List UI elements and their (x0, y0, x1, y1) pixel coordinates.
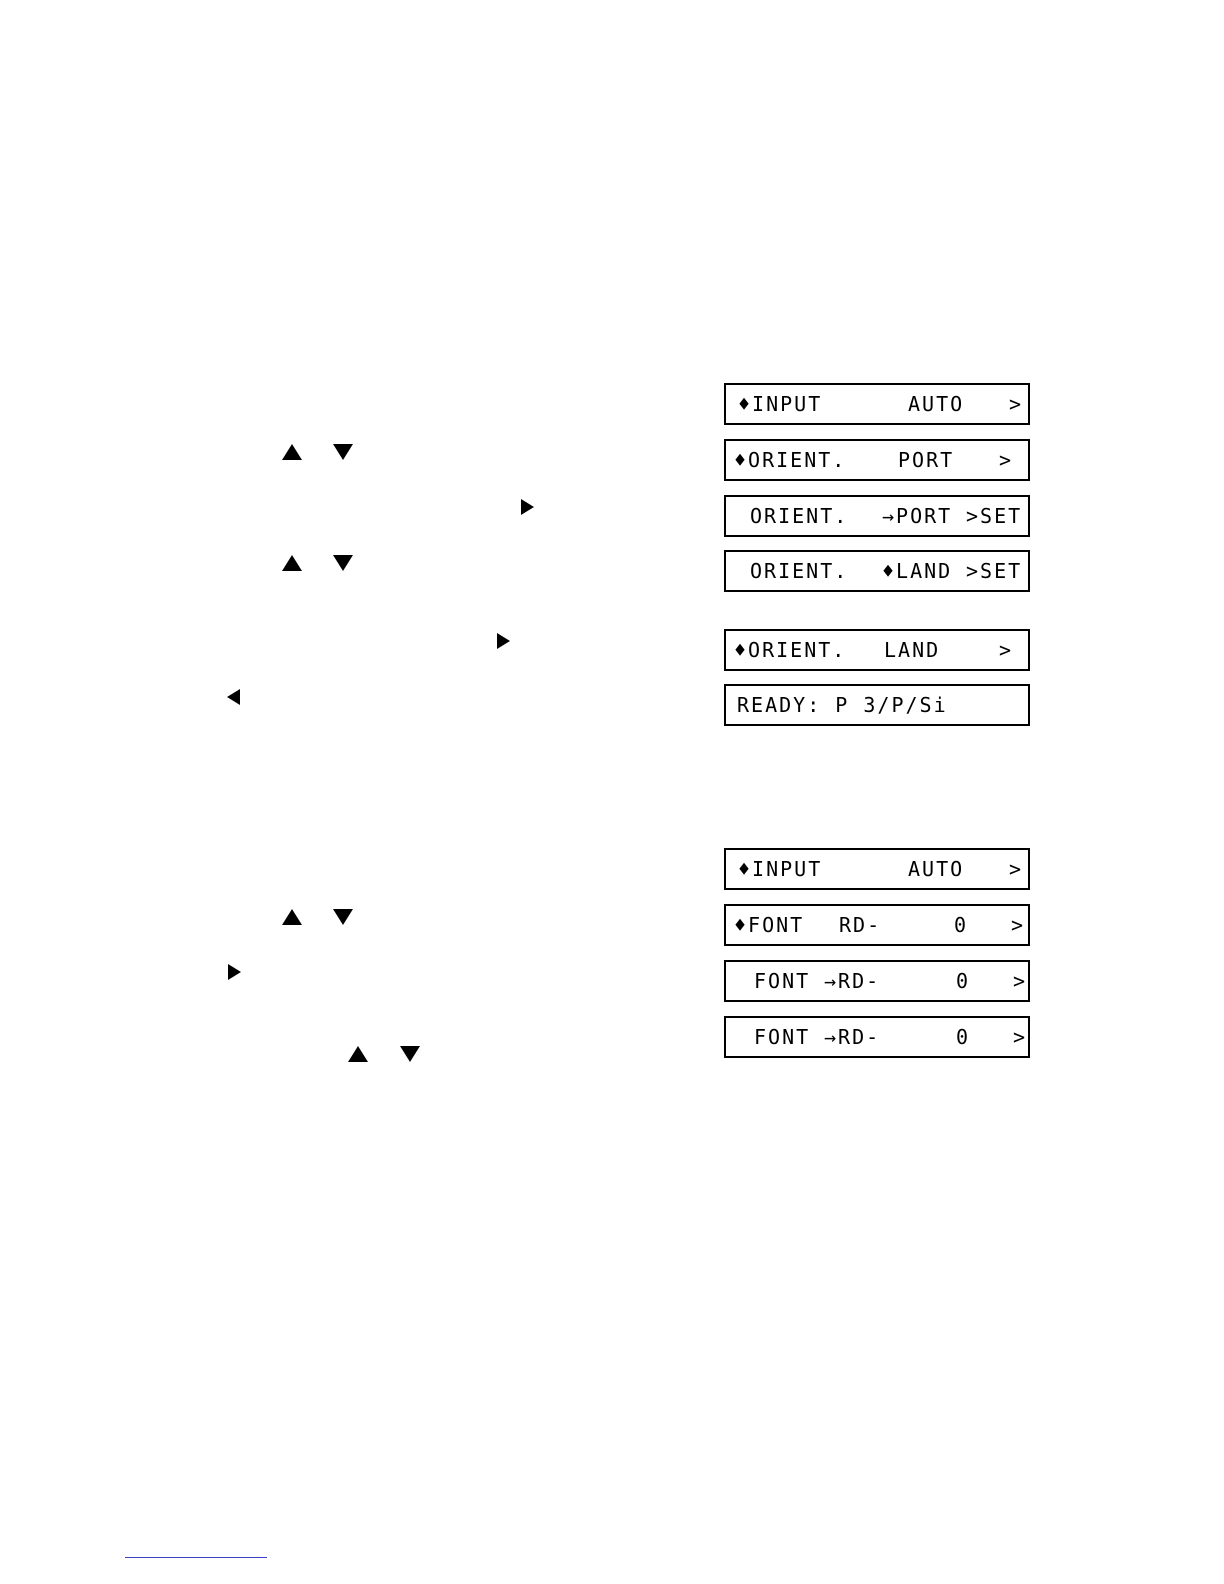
up-arrow-key-icon (282, 444, 302, 460)
display-label: ♦INPUT (738, 857, 823, 881)
display-suffix: > (1013, 969, 1028, 993)
down-arrow-key-icon (333, 909, 353, 925)
display-value: →RD- (824, 1025, 881, 1049)
display-number: 0 (954, 913, 969, 937)
display-value: LAND (884, 638, 941, 662)
lcd-display-font-rd (724, 960, 1030, 1002)
lcd-display-font (724, 904, 1030, 946)
display-label: ORIENT. (750, 504, 849, 528)
display-suffix: >SET (966, 559, 1023, 583)
display-label: FONT (754, 969, 811, 993)
display-value: PORT (898, 448, 955, 472)
footer-rule (125, 1557, 267, 1558)
lcd-display-input-auto (724, 848, 1030, 890)
down-arrow-key-icon (333, 444, 353, 460)
up-arrow-key-icon (282, 909, 302, 925)
down-arrow-key-icon (400, 1046, 420, 1062)
display-value: →PORT (882, 504, 953, 528)
display-suffix: > (1013, 1025, 1028, 1049)
display-suffix: > (1011, 913, 1026, 937)
display-label: ♦ORIENT. (734, 448, 847, 472)
down-arrow-key-icon (333, 555, 353, 571)
display-label: ORIENT. (750, 559, 849, 583)
right-arrow-key-icon (497, 633, 510, 649)
left-arrow-key-icon (227, 689, 240, 705)
lcd-display-orient-port-set (724, 495, 1030, 537)
right-arrow-key-icon (521, 499, 534, 515)
display-suffix: >SET (966, 504, 1023, 528)
up-arrow-key-icon (282, 555, 302, 571)
display-label: ♦INPUT (738, 392, 823, 416)
display-value: RD- (839, 913, 882, 937)
display-suffix: > (1009, 857, 1024, 881)
display-suffix: > (999, 638, 1014, 662)
lcd-display-font-rd (724, 1016, 1030, 1058)
display-label: ♦FONT (734, 913, 805, 937)
display-label: ♦ORIENT. (734, 638, 847, 662)
display-value: ♦LAND (882, 559, 953, 583)
display-value: →RD- (824, 969, 881, 993)
up-arrow-key-icon (348, 1046, 368, 1062)
lcd-display-input-auto (724, 383, 1030, 425)
display-status: READY: P 3/P/Si (737, 693, 948, 717)
display-value: AUTO (908, 392, 965, 416)
display-number: 0 (956, 1025, 971, 1049)
lcd-display-orient-land (724, 629, 1030, 671)
display-number: 0 (956, 969, 971, 993)
display-label: FONT (754, 1025, 811, 1049)
display-suffix: > (999, 448, 1014, 472)
lcd-display-ready (724, 684, 1030, 726)
right-arrow-key-icon (228, 964, 241, 980)
display-value: AUTO (908, 857, 965, 881)
display-suffix: > (1009, 392, 1024, 416)
lcd-display-orient-land-set (724, 550, 1030, 592)
lcd-display-orient-port (724, 439, 1030, 481)
